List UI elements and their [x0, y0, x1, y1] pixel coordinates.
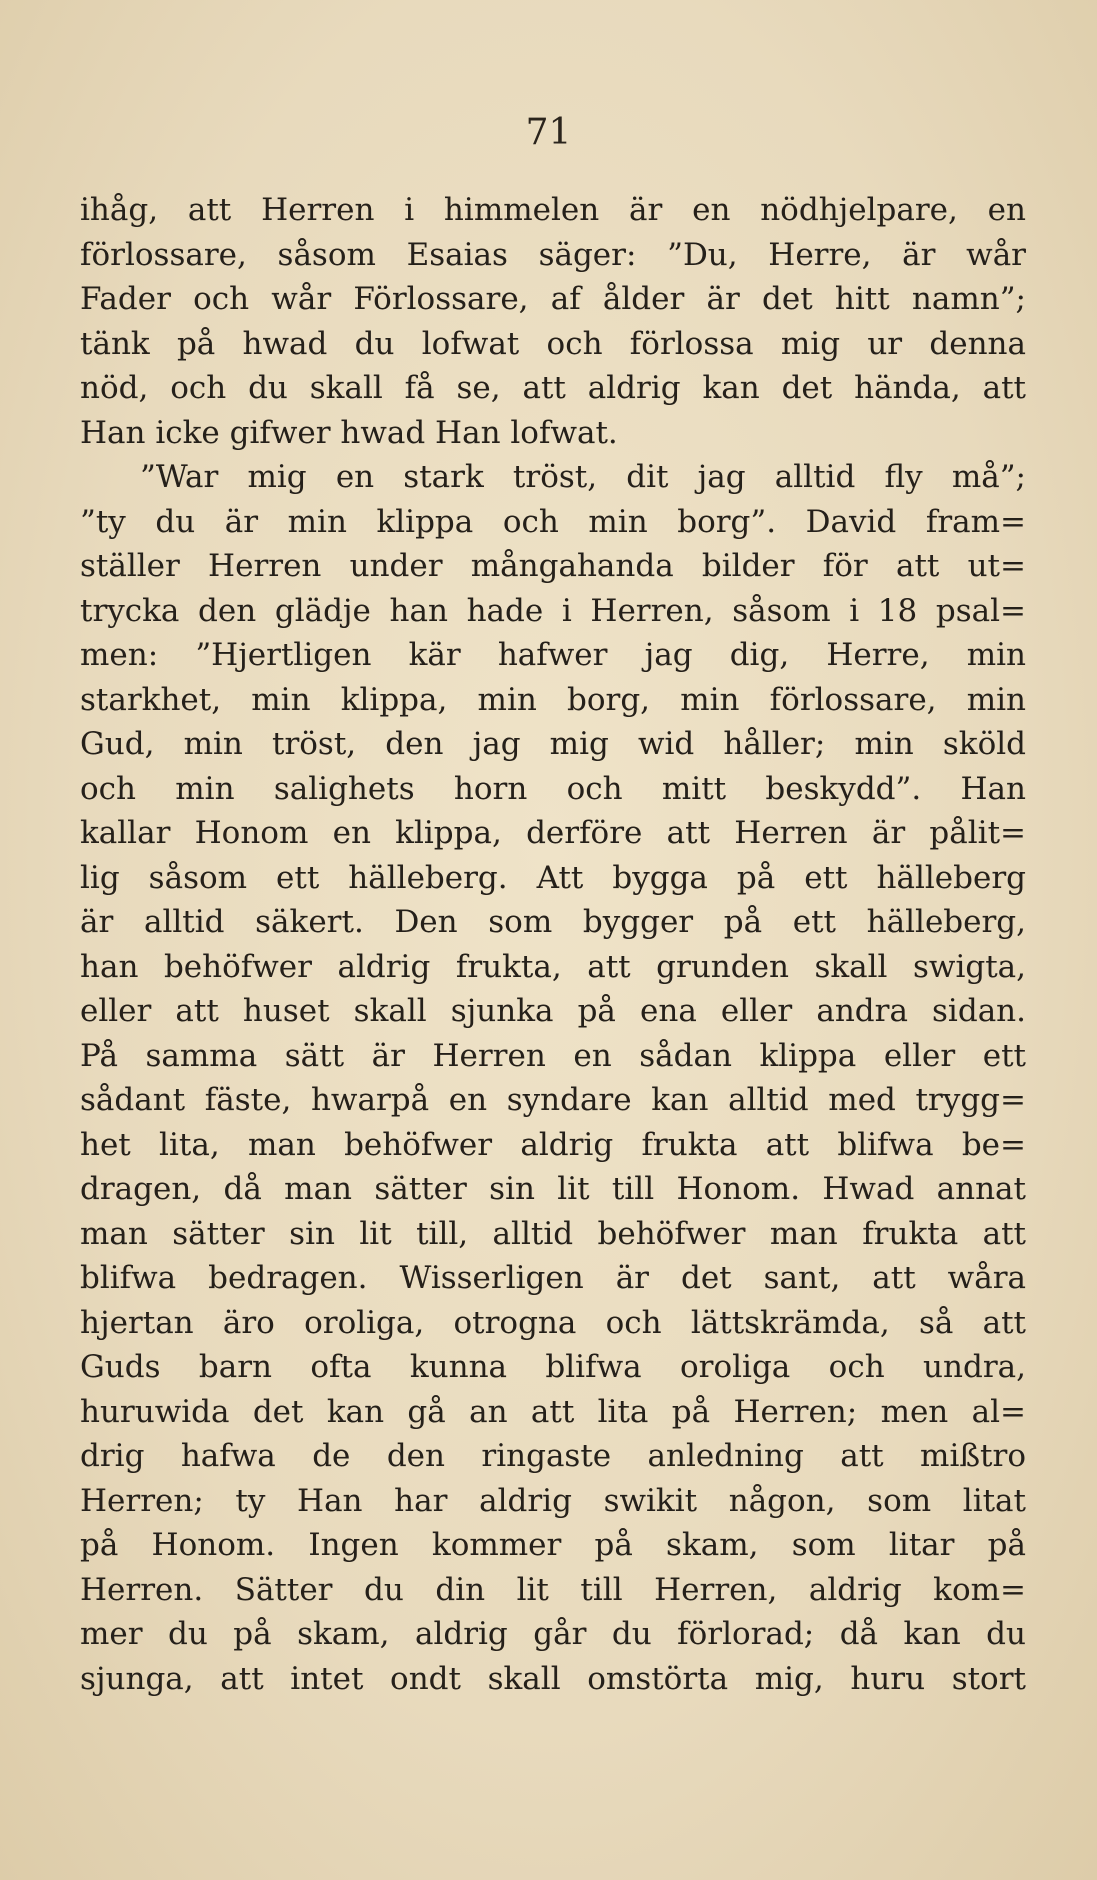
text-line: hjertan äro oroliga, otrogna och lättskrämda, så att — [80, 1304, 1026, 1341]
text-line: het lita, man behöfwer aldrig frukta att blifwa be= — [80, 1126, 1026, 1163]
text-line: trycka den glädje han hade i Herren, såsom i 18 psal= — [80, 592, 1026, 629]
text-line: tänk på hwad du lofwat och förlossa mig ur denna — [80, 325, 1026, 362]
text-line: är alltid säkert. Den som bygger på ett hälleberg, — [80, 904, 1026, 940]
text-line: Guds barn ofta kunna blifwa oroliga och undra, — [80, 1349, 1026, 1385]
text-line: Herren. Sätter du din lit till Herren, aldrig kom= — [80, 1571, 1026, 1608]
page-number: 71 — [525, 112, 572, 153]
text-line: på Honom. Ingen kommer på skam, som litar på — [80, 1527, 1026, 1563]
text-line: blifwa bedragen. Wisserligen är det sant, att wåra — [80, 1260, 1026, 1296]
text-line: kallar Honom en klippa, derföre att Herren är pålit= — [80, 815, 1026, 851]
text-line: förlossare, såsom Esaias säger: ”Du, Herre, är wår — [80, 236, 1026, 273]
text-line: ”War mig en stark tröst, dit jag alltid fly må”; — [140, 459, 1026, 495]
text-line: sjunga, att intet ondt skall omstörta mig, huru stort — [80, 1660, 1026, 1697]
body-text — [80, 188, 1026, 1701]
text-line: Herren; ty Han har aldrig swikit någon, som litat — [80, 1482, 1026, 1519]
text-line: På samma sätt är Herren en sådan klippa eller ett — [80, 1037, 1026, 1074]
text-line: lig såsom ett hälleberg. Att bygga på ett hälleberg — [80, 859, 1026, 896]
text-line: Gud, min tröst, den jag mig wid håller; min sköld — [80, 726, 1026, 762]
text-line: ställer Herren under mångahanda bilder för att ut= — [80, 548, 1026, 584]
text-line: ”ty du är min klippa och min borg”. David fram= — [80, 503, 1026, 540]
text-line: ihåg, att Herren i himmelen är en nödhjelpare, en — [80, 192, 1026, 228]
text-line: men: ”Hjertligen kär hafwer jag dig, Herre, min — [80, 637, 1026, 673]
text-line: och min salighets horn och mitt beskydd”. Han — [80, 770, 1026, 807]
text-line: Han icke gifwer hwad Han lofwat. — [80, 414, 618, 451]
text-line: starkhet, min klippa, min borg, min förlossare, min — [80, 681, 1026, 718]
text-line: dragen, då man sätter sin lit till Honom. Hwad annat — [80, 1171, 1026, 1207]
text-line: nöd, och du skall få se, att aldrig kan det hända, att — [80, 370, 1026, 406]
text-line: eller att huset skall sjunka på ena eller andra sidan. — [80, 993, 1026, 1029]
text-line: huruwida det kan gå an att lita på Herren; men al= — [80, 1393, 1026, 1430]
text-line: han behöfwer aldrig frukta, att grunden skall swigta, — [80, 948, 1026, 985]
text-line: mer du på skam, aldrig går du förlorad; då kan du — [80, 1616, 1026, 1652]
text-line: drig hafwa de den ringaste anledning att mißtro — [80, 1438, 1026, 1474]
text-line: man sätter sin lit till, alltid behöfwer man frukta att — [80, 1215, 1026, 1252]
text-line: Fader och wår Förlossare, af ålder är det hitt namn”; — [80, 281, 1026, 317]
text-line: sådant fäste, hwarpå en syndare kan alltid med trygg= — [80, 1082, 1026, 1118]
